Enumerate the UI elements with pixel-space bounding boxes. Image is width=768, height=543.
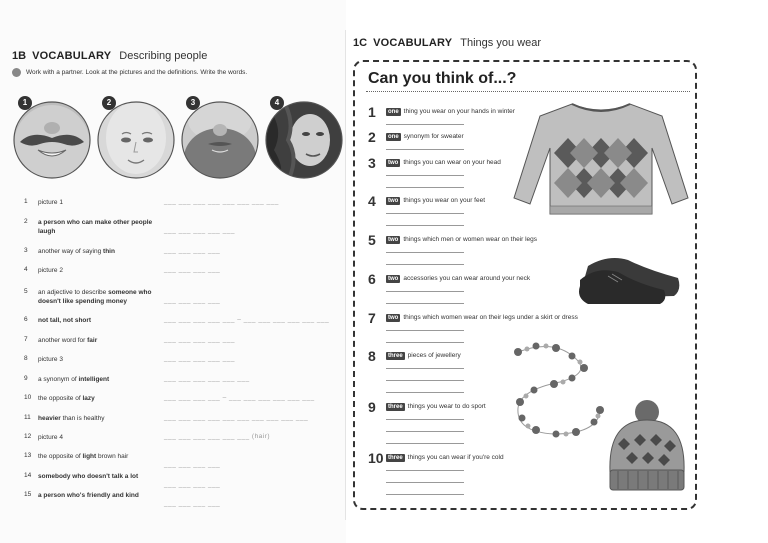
answer-line[interactable] xyxy=(386,368,464,369)
question-number: 6 xyxy=(368,271,376,287)
question-text: things you can wear if you're cold xyxy=(407,454,504,461)
answer-line[interactable] xyxy=(386,225,464,226)
answer-line[interactable] xyxy=(386,380,464,381)
page-gutter xyxy=(345,30,346,520)
definition-part: light xyxy=(82,453,97,460)
answer-line[interactable] xyxy=(386,252,464,253)
vocab-item-definition xyxy=(38,375,163,384)
question-number: 7 xyxy=(368,310,376,326)
definition-part: lazy xyxy=(82,395,95,402)
answer-blanks[interactable]: ___ ___ ___ ___ ___ ___ ___ ___ xyxy=(164,198,279,205)
question-text: things you can wear on your head xyxy=(403,159,501,166)
vocab-item-number: 9 xyxy=(24,375,28,382)
vocab-item-number: 2 xyxy=(24,218,28,225)
section-title: VOCABULARY xyxy=(373,37,453,49)
vocab-item-definition xyxy=(38,247,163,256)
question-number: 8 xyxy=(368,348,376,364)
picture-3-beard xyxy=(180,100,260,180)
vocab-item-definition xyxy=(38,355,163,364)
answer-blanks[interactable]: ___ ___ ___ ___ ___ ___ ___ ___ ___ ___ xyxy=(164,414,309,421)
question-number: 2 xyxy=(368,129,376,145)
answer-line[interactable] xyxy=(386,187,464,188)
answer-blanks[interactable]: ___ ___ ___ ___ ___ ___ xyxy=(164,375,250,382)
vocab-item-number: 8 xyxy=(24,355,28,362)
answer-blanks[interactable]: ___ ___ ___ ___ xyxy=(164,247,221,254)
definition-part: a person who can make other people laugh xyxy=(38,219,153,235)
vocab-item-number: 14 xyxy=(24,472,32,479)
instruction xyxy=(12,68,247,77)
vocab-item-number: 11 xyxy=(24,414,31,421)
question-text: things which men or women wear on their legs xyxy=(403,236,538,243)
answer-line[interactable] xyxy=(386,392,464,393)
question-text: thing you wear on your hands in winter xyxy=(403,108,515,115)
definition-part: a synonym of xyxy=(38,376,79,383)
vocab-item-definition xyxy=(38,198,163,207)
question-prompt xyxy=(386,236,537,244)
box-title: Can you think of...? xyxy=(368,70,517,87)
answer-line[interactable] xyxy=(386,303,464,304)
question-number: 3 xyxy=(368,155,376,171)
definition-part: heavier xyxy=(38,415,61,422)
definition-part: picture 4 xyxy=(38,434,63,441)
vocab-item-number: 15 xyxy=(24,491,32,498)
definition-part: the opposite of xyxy=(38,395,83,402)
quantity-tag: two xyxy=(388,160,399,166)
answer-line[interactable] xyxy=(386,330,464,331)
answer-line[interactable] xyxy=(386,213,464,214)
vocab-item-definition xyxy=(38,414,163,423)
quantity-tag: two xyxy=(388,276,399,282)
definition-part: another way of saying xyxy=(38,248,104,255)
vocab-item-definition xyxy=(38,336,163,345)
quantity-tag: two xyxy=(388,315,399,321)
definition-part: picture 1 xyxy=(38,199,63,206)
picture-number: 1 xyxy=(18,96,32,110)
definition-part: a person who's friendly and kind xyxy=(38,492,139,499)
vocab-item-definition xyxy=(38,316,163,325)
answer-line[interactable] xyxy=(386,431,464,432)
question-text: accessories you can wear around your neck xyxy=(403,275,531,282)
picture-number: 2 xyxy=(102,96,116,110)
question-prompt xyxy=(386,454,504,462)
question-number: 5 xyxy=(368,232,376,248)
answer-line[interactable] xyxy=(386,494,464,495)
vocab-item-number: 5 xyxy=(24,288,28,295)
definition-part: another word for xyxy=(38,337,88,344)
question-prompt xyxy=(386,108,515,116)
vocab-item-number: 6 xyxy=(24,316,28,323)
question-text: things you wear on your feet xyxy=(403,197,486,204)
section-subtitle: Describing people xyxy=(119,50,208,62)
vocab-item-definition xyxy=(38,218,163,236)
answer-line[interactable] xyxy=(386,291,464,292)
section-code: 1B xyxy=(12,50,27,62)
picture-number: 3 xyxy=(186,96,200,110)
vocab-item-definition xyxy=(38,394,163,403)
necklace-illustration xyxy=(500,342,610,444)
definition-part: the opposite of xyxy=(38,453,83,460)
definition-part: intelligent xyxy=(78,376,110,383)
question-prompt xyxy=(386,133,464,141)
answer-line[interactable] xyxy=(386,124,464,125)
definition-part: picture 2 xyxy=(38,267,63,274)
section-title: VOCABULARY xyxy=(32,50,112,62)
definition-part: thin xyxy=(103,248,115,255)
section-1b-header xyxy=(12,50,207,62)
answer-line[interactable] xyxy=(386,264,464,265)
definition-part: than is healthy xyxy=(60,415,105,422)
answer-blanks[interactable]: ___ ___ ___ ___ ___ ___ (hair) xyxy=(164,433,271,440)
answer-blanks[interactable]: ___ ___ ___ ___ ___ – ___ ___ ___ ___ ___ ___ xyxy=(164,316,330,323)
question-prompt xyxy=(386,403,486,411)
question-prompt xyxy=(386,159,501,167)
vocab-item-definition xyxy=(38,491,163,500)
section-subtitle: Things you wear xyxy=(460,37,541,49)
picture-4-curly-hair xyxy=(264,100,344,180)
question-number: 9 xyxy=(368,399,376,415)
quantity-tag: one xyxy=(388,134,399,140)
definition-part: not tall, not short xyxy=(38,317,92,324)
answer-line[interactable] xyxy=(386,482,464,483)
question-prompt xyxy=(386,275,530,283)
question-number: 1 xyxy=(368,104,376,120)
question-text: pieces of jewellery xyxy=(407,352,461,359)
vocab-item-definition xyxy=(38,288,163,306)
answer-line[interactable] xyxy=(386,443,464,444)
answer-blanks[interactable]: ___ ___ ___ ___ xyxy=(164,481,221,488)
definition-part: an adjective to describe xyxy=(38,289,109,296)
quantity-tag: one xyxy=(388,109,399,115)
vocab-item-number: 7 xyxy=(24,336,28,343)
quantity-tag: two xyxy=(388,198,399,204)
answer-blanks[interactable]: ___ ___ ___ ___ – ___ ___ ___ ___ ___ ___ xyxy=(164,394,315,401)
vocab-item-definition xyxy=(38,452,163,461)
definition-part: fair xyxy=(87,337,98,344)
definition-part: somebody who doesn't talk a lot xyxy=(38,473,139,480)
vocab-item-definition xyxy=(38,266,163,275)
definition-part: someone who doesn't like spending money xyxy=(38,289,152,305)
quantity-tag: three xyxy=(388,353,403,359)
quantity-tag: three xyxy=(388,404,403,410)
question-text: things which women wear on their legs under a skirt or dress xyxy=(403,314,578,321)
answer-blanks[interactable]: ___ ___ ___ ___ xyxy=(164,500,221,507)
speaking-icon xyxy=(12,68,21,77)
section-1c-header xyxy=(353,37,541,49)
question-prompt xyxy=(386,197,485,205)
sweater-illustration xyxy=(512,98,690,218)
vocab-item-number: 1 xyxy=(24,198,28,205)
answer-line[interactable] xyxy=(386,470,464,471)
answer-line[interactable] xyxy=(386,419,464,420)
question-prompt xyxy=(386,352,461,360)
vocab-item-number: 13 xyxy=(24,452,32,459)
vocab-item-number: 10 xyxy=(24,394,32,401)
answer-line[interactable] xyxy=(386,149,464,150)
vocab-item-number: 4 xyxy=(24,266,28,273)
picture-1-moustache xyxy=(12,100,92,180)
vocab-item-definition xyxy=(38,472,163,481)
question-prompt xyxy=(386,314,578,322)
definition-part: brown hair xyxy=(96,453,129,460)
quantity-tag: two xyxy=(388,237,399,243)
answer-blanks[interactable]: ___ ___ ___ ___ xyxy=(164,461,221,468)
answer-line[interactable] xyxy=(386,175,464,176)
picture-number: 4 xyxy=(270,96,284,110)
quantity-tag: three xyxy=(388,455,403,461)
section-code: 1C xyxy=(353,37,368,49)
answer-blanks[interactable]: ___ ___ ___ ___ xyxy=(164,266,221,273)
answer-blanks[interactable]: ___ ___ ___ ___ xyxy=(164,297,221,304)
answer-line[interactable] xyxy=(386,342,464,343)
answer-blanks[interactable]: ___ ___ ___ ___ ___ xyxy=(164,336,235,343)
box-title-divider xyxy=(366,91,690,92)
answer-blanks[interactable]: ___ ___ ___ ___ ___ xyxy=(164,227,235,234)
instruction-text: Work with a partner. Look at the pictures and the definitions. Write the words. xyxy=(26,69,248,76)
definition-part: picture 3 xyxy=(38,356,63,363)
question-text: synonym for sweater xyxy=(403,133,464,140)
shoes-illustration xyxy=(578,236,684,306)
picture-2-bald-head xyxy=(96,100,176,180)
vocab-item-number: 3 xyxy=(24,247,28,254)
question-number: 4 xyxy=(368,193,376,209)
question-text: things you wear to do sport xyxy=(407,403,486,410)
question-number: 10 xyxy=(368,450,384,466)
answer-blanks[interactable]: ___ ___ ___ ___ ___ xyxy=(164,355,235,362)
woolly-hat-illustration xyxy=(604,398,690,494)
vocab-item-definition xyxy=(38,433,163,442)
vocab-item-number: 12 xyxy=(24,433,32,440)
